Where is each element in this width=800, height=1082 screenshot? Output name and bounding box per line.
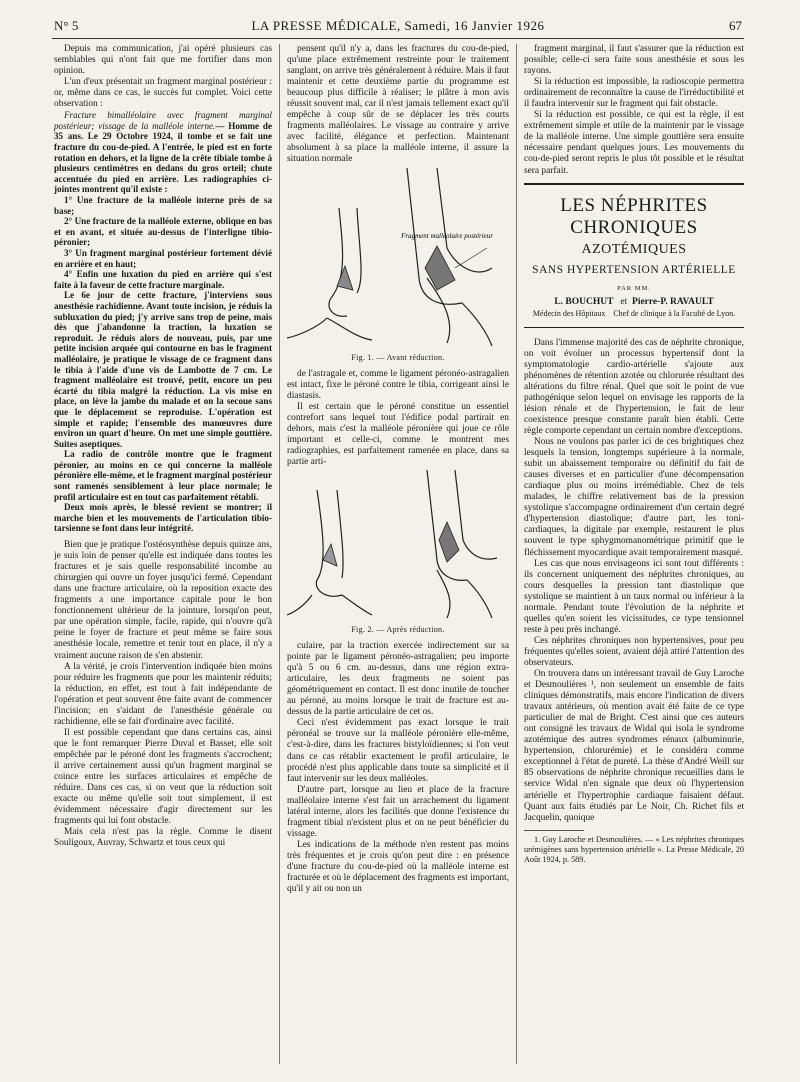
paragraph: pensent qu'il n'y a, dans les fractures du cou-de-pied, qu'une place extrêmement restreinte pour le traitement sanglant, on arrive très généralement à réduire. Mais il faut maintenir et cette deuxième partie du programme est beaucoup plus difficile à réaliser; le plâtre à mon avis réussit souvent mal, car il n'est jamais tellement exact qu'il empêche à coup sûr de se déplacer les très courts fragments malléolaires. Le vissage au contraire y arrive avec facilité, élégance et perfection. Maintenant absolument à sa place la malléole interne, il assure la situation normale	[287, 44, 509, 165]
running-header	[54, 18, 742, 36]
affiliations	[524, 309, 744, 319]
case-radio: La radio de contrôle montre que le fragment péronier, au moins en ce qui concerne la malléole péronière elle-même, et le fragment marginal postérieur sont ramenés sensiblement à leur place normale; le profil articulaire est en tout cas parfaitement rétabli.	[54, 449, 272, 502]
paragraph: fragment marginal, il faut s'assurer que la réduction est possible; celle-ci sera faite sous anesthésie et sous les rayons.	[524, 44, 744, 77]
list-item: 3° Un fragment marginal postérieur fortement dévié en arrière et en haut;	[54, 248, 272, 269]
paragraph: Dans l'immense majorité des cas de néphrite chronique, on voit évoluer un processus hypertensif dont la symptomatologie cardio-artérielle s'ajoute aux phénomènes de rétention azotée ou chlorurée résultant des altérations du filtre rénal. Quel que soit le point de vue pathogénique selon lequel on envisage les rapports de la lésion rénale et de l'hypertension, le fait de leur coexistence presque constante paraît bien établi. Cette règle comporte cependant un certain nombre d'exceptions.	[524, 337, 744, 436]
paragraph: On trouvera dans un intéressant travail de Guy Laroche et Desmoulières ¹, non seulement un ensemble de faits cliniques démonstratifs, mais encore l'indication de divers travaux antérieurs, où mention avait été faite de ce type particulier de mal de Bright. C'est ainsi que ces auteurs ont consigné les travaux de Widal qui isola le syndrome azotémique des autres syndromes rénaux (albuminurie, hypertension, chlorurémie) et le considéra comme exceptionnel à l'état de pureté. La thèse d'André Weill sur 85 observations de néphrite chronique recueillies dans le service Widal n'en signale que deux où l'hypertension artérielle et l'hypertrophie cardiaque faisaient défaut. Quant aux faits étudiés par Le Noir, Ch. Richet fils et Jacquelin, quoique	[524, 669, 744, 823]
paragraph: Il est possible cependant que dans certains cas, ainsi que le font remarquer Pierre Duval et Basset, elle soit empêchée par le péroné dont les fragments s'accrochent; il arrive certainement aussi qu'un fragment marginal se coince entre les surfaces articulaires et empêche de réduire. Dans ces cas, si on veut que la réduction soit exacte ou même qu'elle soit tout simplement, il est évidemment nécessaire d'agir directement sur les fragments qui lui font obstacle.	[54, 727, 272, 827]
article-title-line-2: AZOTÉMIQUES	[581, 241, 687, 257]
case-report	[54, 110, 272, 534]
figure-2-caption: Fig. 2. — Après réduction.	[351, 624, 445, 634]
paragraph: culaire, par la traction exercée indirectement sur sa pointe par le ligament péronéo-astragalien; peu importe qu'à 5 ou 6 cm. au-dessus, dans une région extra-articulaire, les deux fragments ne soient pas géométriquement en contact. Il est donc inutile de toucher au péroné, au moins lorsque le trait de fracture est au-dessus de la partie articulaire de cet os.	[287, 641, 509, 718]
figure-1-label: Fragment malléolaire postérieur	[401, 231, 493, 240]
paragraph: Mais cela n'est pas la règle. Comme le disent Souligoux, Auvray, Schwartz et tous ceux qui	[54, 827, 272, 849]
header-rule	[52, 38, 744, 39]
paragraph: Il est certain que le péroné constitue un essentiel contrefort sans lequel tout l'édifice podal partirait en dehors, mais c'est la malléole péronière qui joue ce rôle important et celle-ci, comme le montrent mes radiographies, est parfaitement ramenée en place, dans sa partie arti-	[287, 401, 509, 467]
footnote: 1. Guy Laroche et Desmoulières. — « Les néphrites chroniques urémigènes sans hypertension artérielle ». La Presse Médicale, 20 Août 1924, p. 589.	[524, 834, 744, 864]
figure-1-caption: Fig. 1. — Avant réduction.	[351, 352, 445, 362]
article-header	[524, 183, 744, 328]
paragraph: Les cas que nous envisageons ici sont tout différents : ils concernent uniquement des néphrites chroniques, au cours desquelles la pression tant diastolique que systolique se maintient à un taux normal ou inférieur à la normale. Pendant toute l'évolution de la néphrite et quelles qu'en soient les vicissitudes, ce type tensionnel reste à peu près inchangé.	[524, 558, 744, 635]
article-title: LES NÉPHRITES CHRONIQUES	[560, 194, 708, 238]
case-title: Fracture bimalléolaire avec fragment marginal postérieur; vissage de la malléole interne.	[54, 110, 272, 131]
list-item: 1° Une fracture de la malléole interne près de sa base;	[54, 195, 272, 216]
column-3	[524, 44, 744, 1066]
case-operation: Le 6e jour de cette fracture, j'interviens sous anesthésie rachidienne. Avant toute incision, je réduis la subluxation du pied; j'y arrive sans trop de peine, mais dès que j'abandonne la traction, la luxation se reproduit. Je réduis alors de nouveau, puis, par une petite incision arquée qui contourne en bas le fragment malléolaire, je pratique le vissage de ce fragment dans le tibia à l'aide d'une vis de Lambotte de 7 cm. Le fragment malléolaire est trouvé, petit, encore un peu écarté du tibia malgré la réduction. La vis mise en place, on lève la jambe du malade et on la secoue sans que le déplacement se reproduise. L'opération est simple et rapide; l'ensemble des manœuvres dure environ un quart d'heure. On met une simple gouttière. Suites aseptiques.	[54, 290, 272, 449]
paragraph: L'un d'eux présentait un fragment marginal postérieur : or, même dans ce cas, le succès fut complet. Voici cette observation :	[54, 77, 272, 110]
figure-1-xray-drawing	[287, 168, 509, 348]
case-outcome: Deux mois après, le blessé revient se montrer; il marche bien et les mouvements de l'articulation tibio-tarsienne se font dans leur intégrité.	[54, 502, 272, 534]
column-1	[54, 44, 272, 1066]
column-2	[287, 44, 509, 1066]
paragraph: Depuis ma communication, j'ai opéré plusieurs cas semblables qui n'ont fait que me fortifier dans mon opinion.	[54, 44, 272, 77]
author-1: L. BOUCHUT	[554, 296, 614, 307]
paragraph: Ceci n'est évidemment pas exact lorsque le trait péronéal se trouve sur la malléole péronière elle-même, c'est-à-dire, dans les fractures bistyloïdiennes; si l'on veut dans ce cas rétablir exactement le profil articulaire, le procédé n'est plus applicable dans toute sa simplicité et il faut intervenir sur les deux malléoles.	[287, 718, 509, 784]
paragraph: Ces néphrites chroniques non hypertensives, pour peu fréquentes qu'elles soient, avaient déjà attiré l'attention des observateurs.	[524, 635, 744, 668]
issue-number: N° 5	[54, 18, 79, 33]
affiliation-2: Chef de clinique à la Faculté de Lyon.	[613, 308, 736, 318]
article-subtitle: SANS HYPERTENSION ARTÉRIELLE	[532, 263, 736, 276]
affiliation-1: Médecin des Hôpitaux	[532, 308, 606, 318]
paragraph: Bien que je pratique l'ostéosynthèse depuis quinze ans, je suis loin de penser qu'elle est indiquée dans toutes les fractures et je sais quelle responsabilité incombe au chirurgien qui ouvre un foyer jusqu'ici fermé. Cependant dans une fracture articulaire, où la reposition exacte des fragments a une importance capitale pour le bon fonctionnement ultérieur de la jointure, lorsqu'on peut, par une opération simple, facile, rapide, qui n'ouvre qu'à peine le foyer de fracture et peut même se faire sous anesthésie locale, remettre et tenir tout en place, il n'y a vraiment aucune raison de s'en abstenir.	[54, 540, 272, 661]
paragraph: Si la réduction est impossible, la radioscopie permettra ordinairement de reconnaître la cause de l'irréductibilité et il faudra intervenir sur le fragment qui fait obstacle.	[524, 77, 744, 110]
paragraph: Les indications de la méthode n'en restent pas moins très fréquentes et je crois qu'on peut dire : en présence d'une fracture du cou-de-pied où la malléole interne est fracturée et où le déplacement des fragments est important, qu'il y ait ou non un	[287, 839, 509, 895]
column-rule	[279, 44, 280, 1064]
list-item: 2° Une fracture de la malléole externe, oblique en bas et en avant, et située au-dessus de l'interligne tibio-péronier;	[54, 216, 272, 248]
column-rule	[516, 44, 517, 1064]
author-2: Pierre-P. RAVAULT	[632, 296, 714, 307]
page-number: 67	[729, 18, 742, 33]
authors	[524, 296, 744, 309]
figure-2-xray-drawing	[287, 470, 509, 620]
author-conjunction: et	[620, 296, 628, 307]
case-intro: — Homme de 35 ans. Le 29 Octobre 1924, il tombe et se fait une fracture du cou-de-pied. A l'entrée, le pied est en forte rotation en dehors, et la ligne de la crête tibiale tombe à plusieurs centimètres en dedans du gros orteil; chute accentuée du pied en arrière. Les radiographies ci-jointes montrent qu'il existe :	[54, 120, 272, 195]
list-item: 4° Enfin une luxation du pied en arrière qui s'est faite à la faveur de cette fracture marginale.	[54, 269, 272, 290]
byline-prefix: PAR MM.	[617, 284, 651, 292]
paragraph: de l'astragale et, comme le ligament péronéo-astragalien est intact, fixe le péroné contre le tibia, corrigeant ainsi le diastasis.	[287, 368, 509, 401]
paragraph: Si la réduction est possible, ce qui est la règle, il est extrêmement simple et utile de la maintenir par le vissage de la malléole interne. Une simple gouttière sera ensuite nécessaire pendant quelques jours. Les mouvements du cou-de-pied seront repris le plus tôt possible et le résultat sera parfait.	[524, 110, 744, 176]
footnote-rule	[524, 830, 584, 831]
paragraph: A la vérité, je crois l'intervention indiquée bien moins pour réduire les fragments que pour les maintenir réduits; la réduction, en effet, est tout à fait indépendante de l'opération et peut souvent être faite avant de commencer l'incision; en s'aidant de l'anesthésie générale ou rachidienne, elle se fait d'ordinaire avec facilité.	[54, 661, 272, 727]
journal-title: LA PRESSE MÉDICALE, Samedi, 16 Janvier 1926	[251, 18, 545, 33]
paragraph: D'autre part, lorsque au lieu et place de la fracture malléolaire interne s'est fait un arrachement du ligament latéral interne, alors les facilités que donne l'existence du fragment tibial n'existent plus et on ne peut bénéficier du vissage.	[287, 784, 509, 839]
paragraph: Nous ne voulons pas parler ici de ces brightiques chez lesquels la tension, longtemps supérieure à la normale, subit un abaissement temporaire ou définitif du fait de causes diverses et en particulier d'une décompensation cardiaque plus ou moins irrémédiable. Chez de tels malades, le chiffre relativement bas de la pression systolique s'accompagne ordinairement d'un certain degré d'hypertension diastolique; d'autre part, les toni-cardiaques, la digitale par exemple, restaurent le plus souvent le type sphygmomanométrique primitif que le fléchissement myocardique avait temporairement masqué.	[524, 437, 744, 558]
